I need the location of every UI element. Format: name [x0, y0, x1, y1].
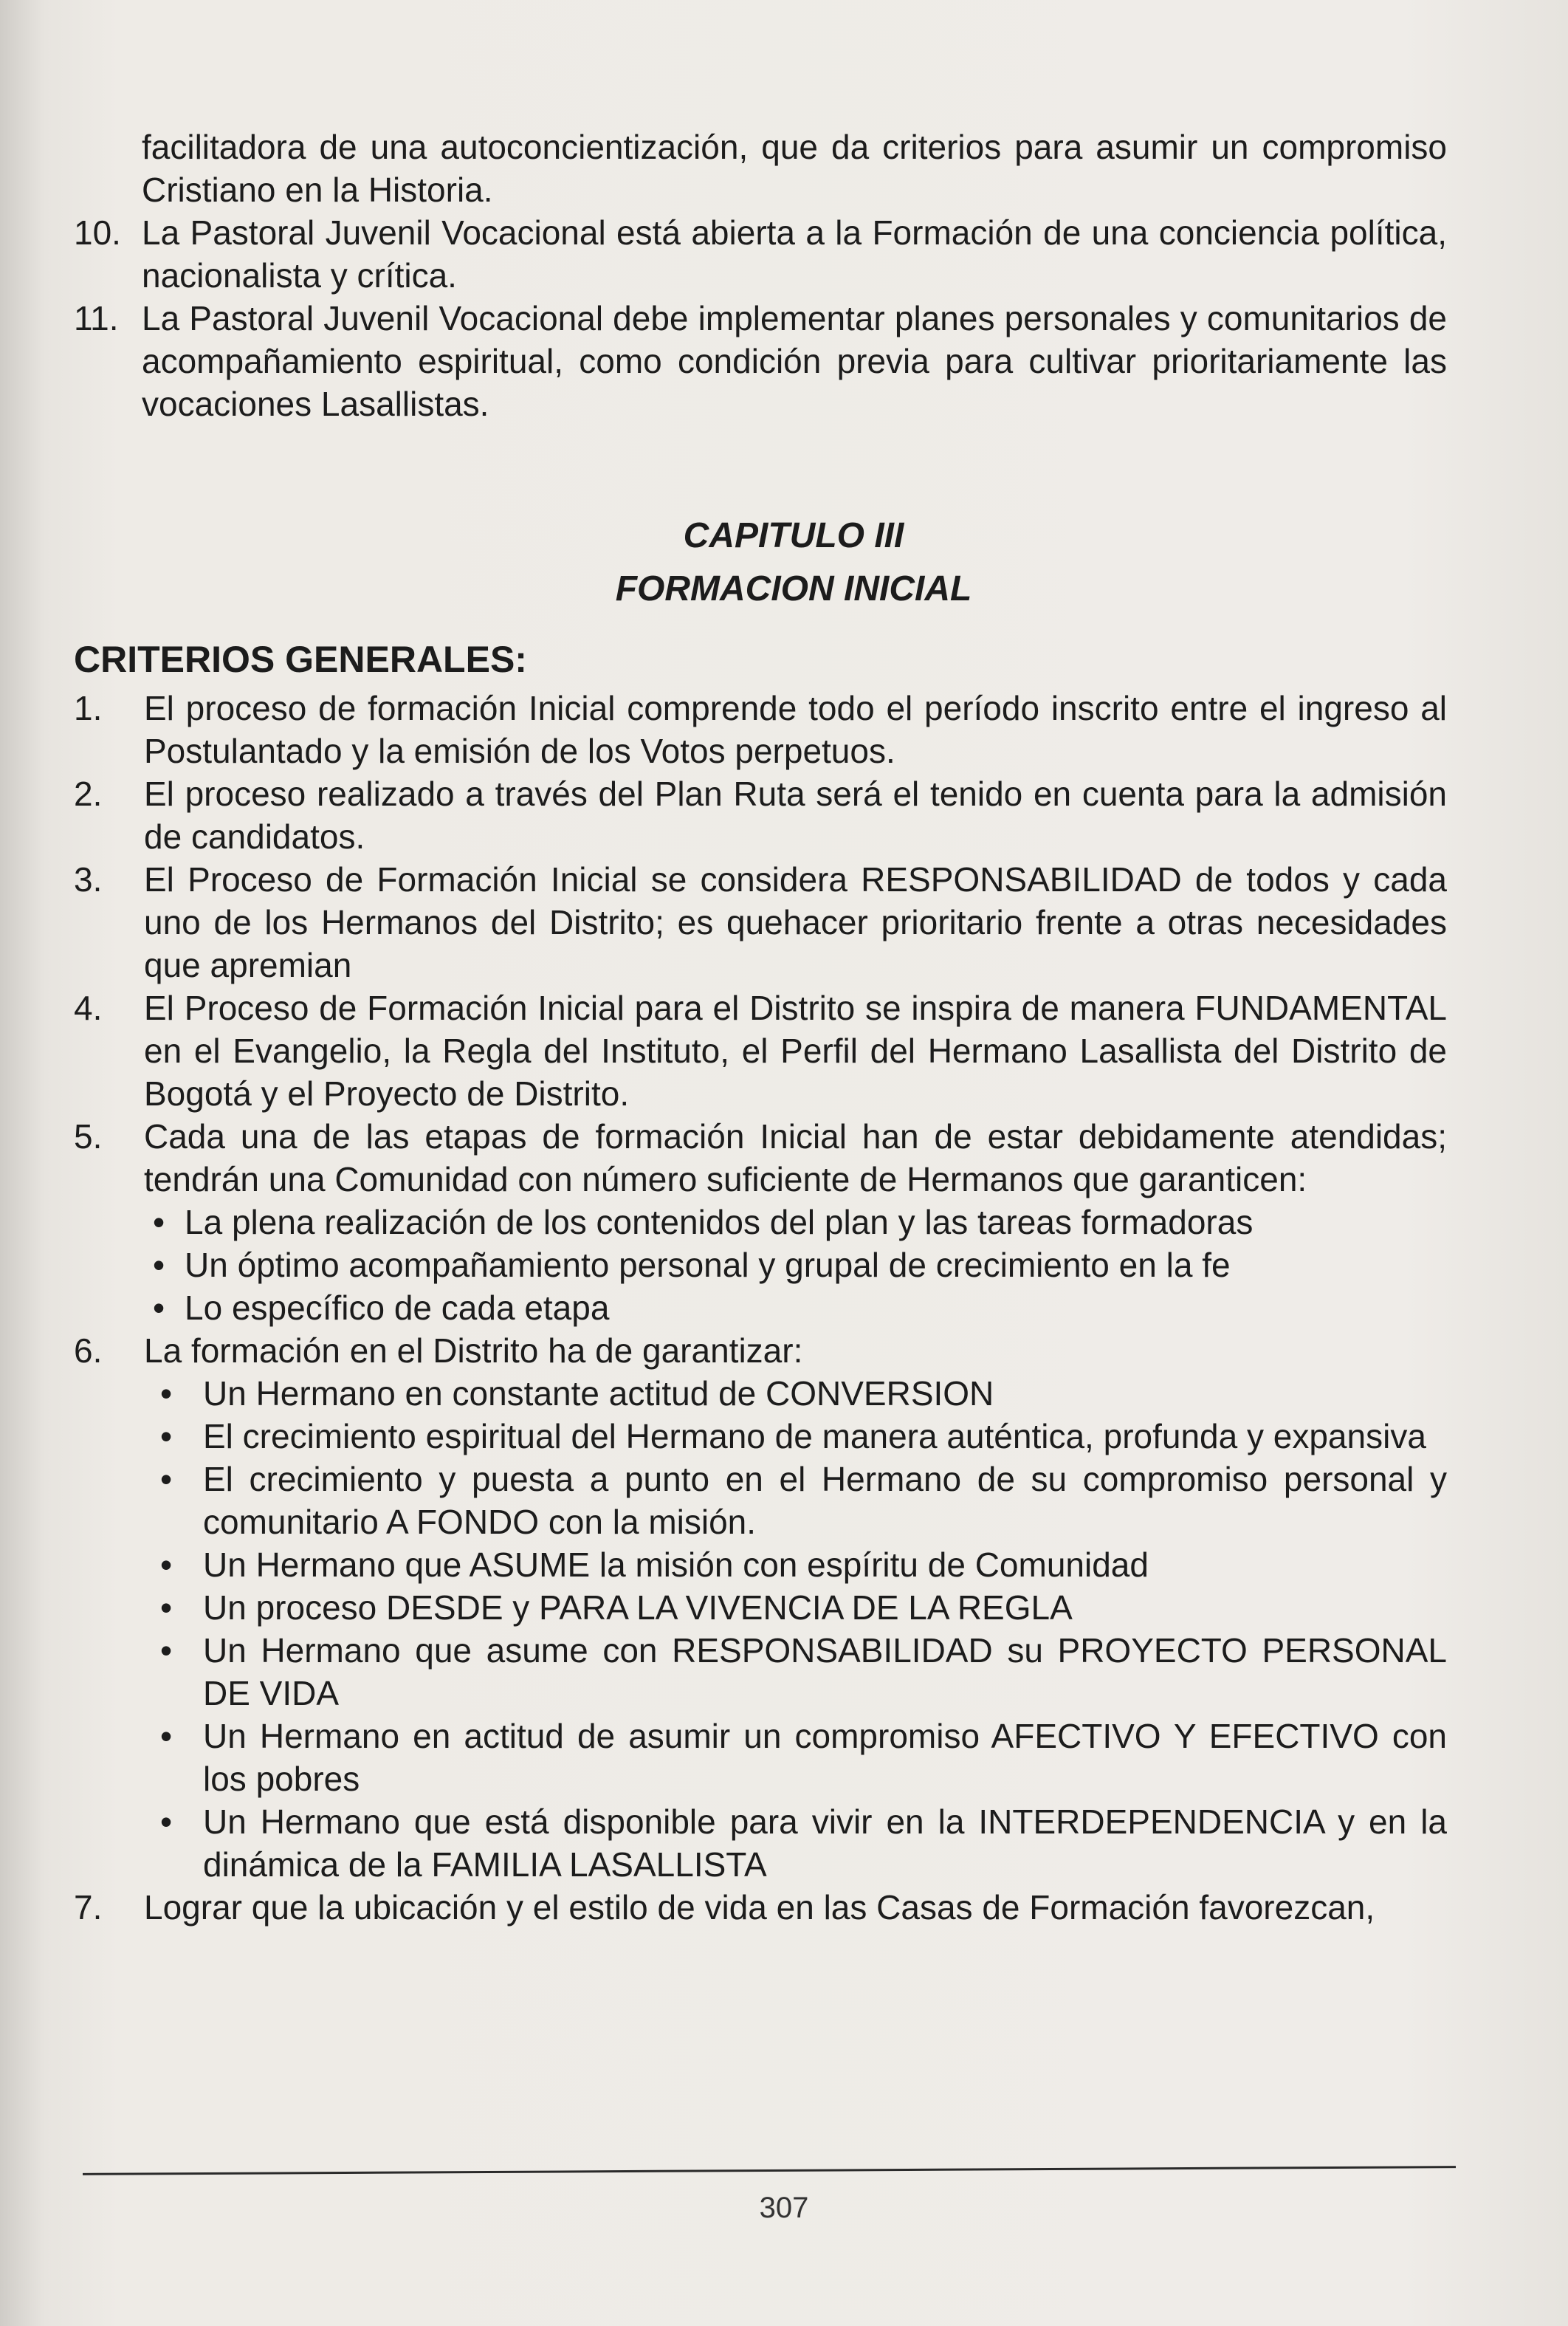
bullet-text: Un Hermano en actitud de asumir un compromiso AFECTIVO Y EFECTIVO con los pobres	[203, 1717, 1447, 1798]
bullet-icon: •	[159, 1588, 173, 1627]
list-item	[151, 1715, 1447, 1800]
criterion-7	[74, 1886, 1447, 1929]
item-text: La formación en el Distrito ha de garantizar:	[144, 1331, 803, 1370]
list-item	[151, 1800, 1447, 1886]
bullet-icon: •	[159, 1374, 173, 1413]
list-item	[151, 1543, 1447, 1586]
bullet-text: Un Hermano que está disponible para vivir en la INTERDEPENDENCIA y en la dinámica de la FAMILIA LASALLISTA	[203, 1802, 1447, 1884]
item-number: 2.	[74, 775, 103, 813]
bullet-icon: •	[159, 1631, 173, 1670]
criterion-5	[74, 1115, 1447, 1201]
item-text: El Proceso de Formación Inicial se considera RESPONSABILIDAD de todos y cada uno de los Hermanos del Distrito; es quehacer prioritario frente a otras necesidades que apremian	[144, 860, 1447, 984]
chapter-title: FORMACION INICIAL	[615, 569, 972, 608]
item-number: 6.	[74, 1331, 103, 1370]
item-text: La Pastoral Juvenil Vocacional debe implementar planes personales y comunitarios de acompañamiento espiritual, como condición previa para cultivar prioritariamente las vocaciones Lasallistas.	[142, 299, 1447, 423]
bullet-text: Lo específico de cada etapa	[185, 1289, 610, 1327]
criterion-5-bullets	[144, 1201, 1447, 1329]
bullet-text: Un Hermano en constante actitud de CONVERSION	[203, 1374, 994, 1413]
list-item	[151, 1629, 1447, 1715]
continuation-paragraph: facilitadora de una autoconcientización, que da criterios para asumir un compromiso Cristiano en la Historia.	[142, 128, 1447, 209]
bullet-text: Un óptimo acompañamiento personal y grupal de crecimiento en la fe	[185, 1246, 1231, 1284]
bullet-icon: •	[159, 1417, 173, 1455]
bullet-icon: •	[159, 1717, 173, 1755]
criterion-1	[74, 687, 1447, 772]
list-item	[151, 1372, 1447, 1415]
item-text: Cada una de las etapas de formación Inicial han de estar debidamente atendidas; tendrán una Comunidad con número suficiente de Hermanos que garanticen:	[144, 1117, 1447, 1198]
criterion-3	[74, 858, 1447, 987]
item-number: 5.	[74, 1117, 103, 1156]
bullet-icon: •	[152, 1203, 165, 1241]
bullet-icon: •	[159, 1802, 173, 1841]
item-text: La Pastoral Juvenil Vocacional está abierta a la Formación de una conciencia política, nacionalista y crítica.	[142, 213, 1447, 295]
page-number: 307	[759, 2192, 809, 2224]
bullet-text: Un Hermano que ASUME la misión con espíritu de Comunidad	[203, 1545, 1149, 1584]
bullet-text: El crecimiento espiritual del Hermano de manera auténtica, profunda y expansiva	[203, 1417, 1426, 1455]
item-number: 7.	[74, 1888, 103, 1927]
bullet-icon: •	[152, 1289, 165, 1327]
bullet-text: Un proceso DESDE y PARA LA VIVENCIA DE LA REGLA	[203, 1588, 1073, 1627]
bullet-text: Un Hermano que asume con RESPONSABILIDAD su PROYECTO PERSONAL DE VIDA	[203, 1631, 1447, 1712]
footer-rule	[83, 2166, 1456, 2175]
item-text: El proceso de formación Inicial comprende todo el período inscrito entre el ingreso al Postulantado y la emisión de los Votos perpetuos.	[144, 689, 1447, 770]
item-number: 3.	[74, 860, 103, 899]
item-text: El Proceso de Formación Inicial para el Distrito se inspira de manera FUNDAMENTAL en el Evangelio, la Regla del Instituto, el Perfil del Hermano Lasallista del Distrito de Bogotá y el Proyecto de Distrito.	[144, 989, 1447, 1113]
criterion-6-bullets	[151, 1372, 1447, 1886]
list-item-11	[74, 297, 1447, 425]
list-item-10	[74, 211, 1447, 297]
list-item	[151, 1458, 1447, 1543]
item-text: Lograr que la ubicación y el estilo de vida en las Casas de Formación favorezcan,	[144, 1888, 1375, 1927]
bullet-icon: •	[159, 1460, 173, 1498]
bullet-icon: •	[152, 1246, 165, 1284]
item-number: 1.	[74, 689, 103, 727]
criterion-6	[74, 1329, 1447, 1372]
item-number: 11.	[74, 299, 119, 337]
criterion-4	[74, 987, 1447, 1115]
criterion-2	[74, 772, 1447, 858]
item-number: 10.	[74, 213, 121, 252]
bullet-icon: •	[159, 1545, 173, 1584]
page-body	[74, 126, 1447, 1929]
list-item	[151, 1415, 1447, 1458]
item-number: 4.	[74, 989, 103, 1027]
bullet-text: La plena realización de los contenidos del plan y las tareas formadoras	[185, 1203, 1254, 1241]
list-item	[144, 1286, 1447, 1329]
list-item	[144, 1201, 1447, 1243]
bullet-text: El crecimiento y puesta a punto en el Hermano de su compromiso personal y comunitario A FONDO con la misión.	[203, 1460, 1447, 1541]
list-item	[144, 1243, 1447, 1286]
list-item	[151, 1586, 1447, 1629]
item-text: El proceso realizado a través del Plan Ruta será el tenido en cuenta para la admisión de candidatos.	[144, 775, 1447, 856]
chapter-number: CAPITULO III	[683, 516, 904, 555]
section-heading: CRITERIOS GENERALES:	[74, 639, 527, 680]
